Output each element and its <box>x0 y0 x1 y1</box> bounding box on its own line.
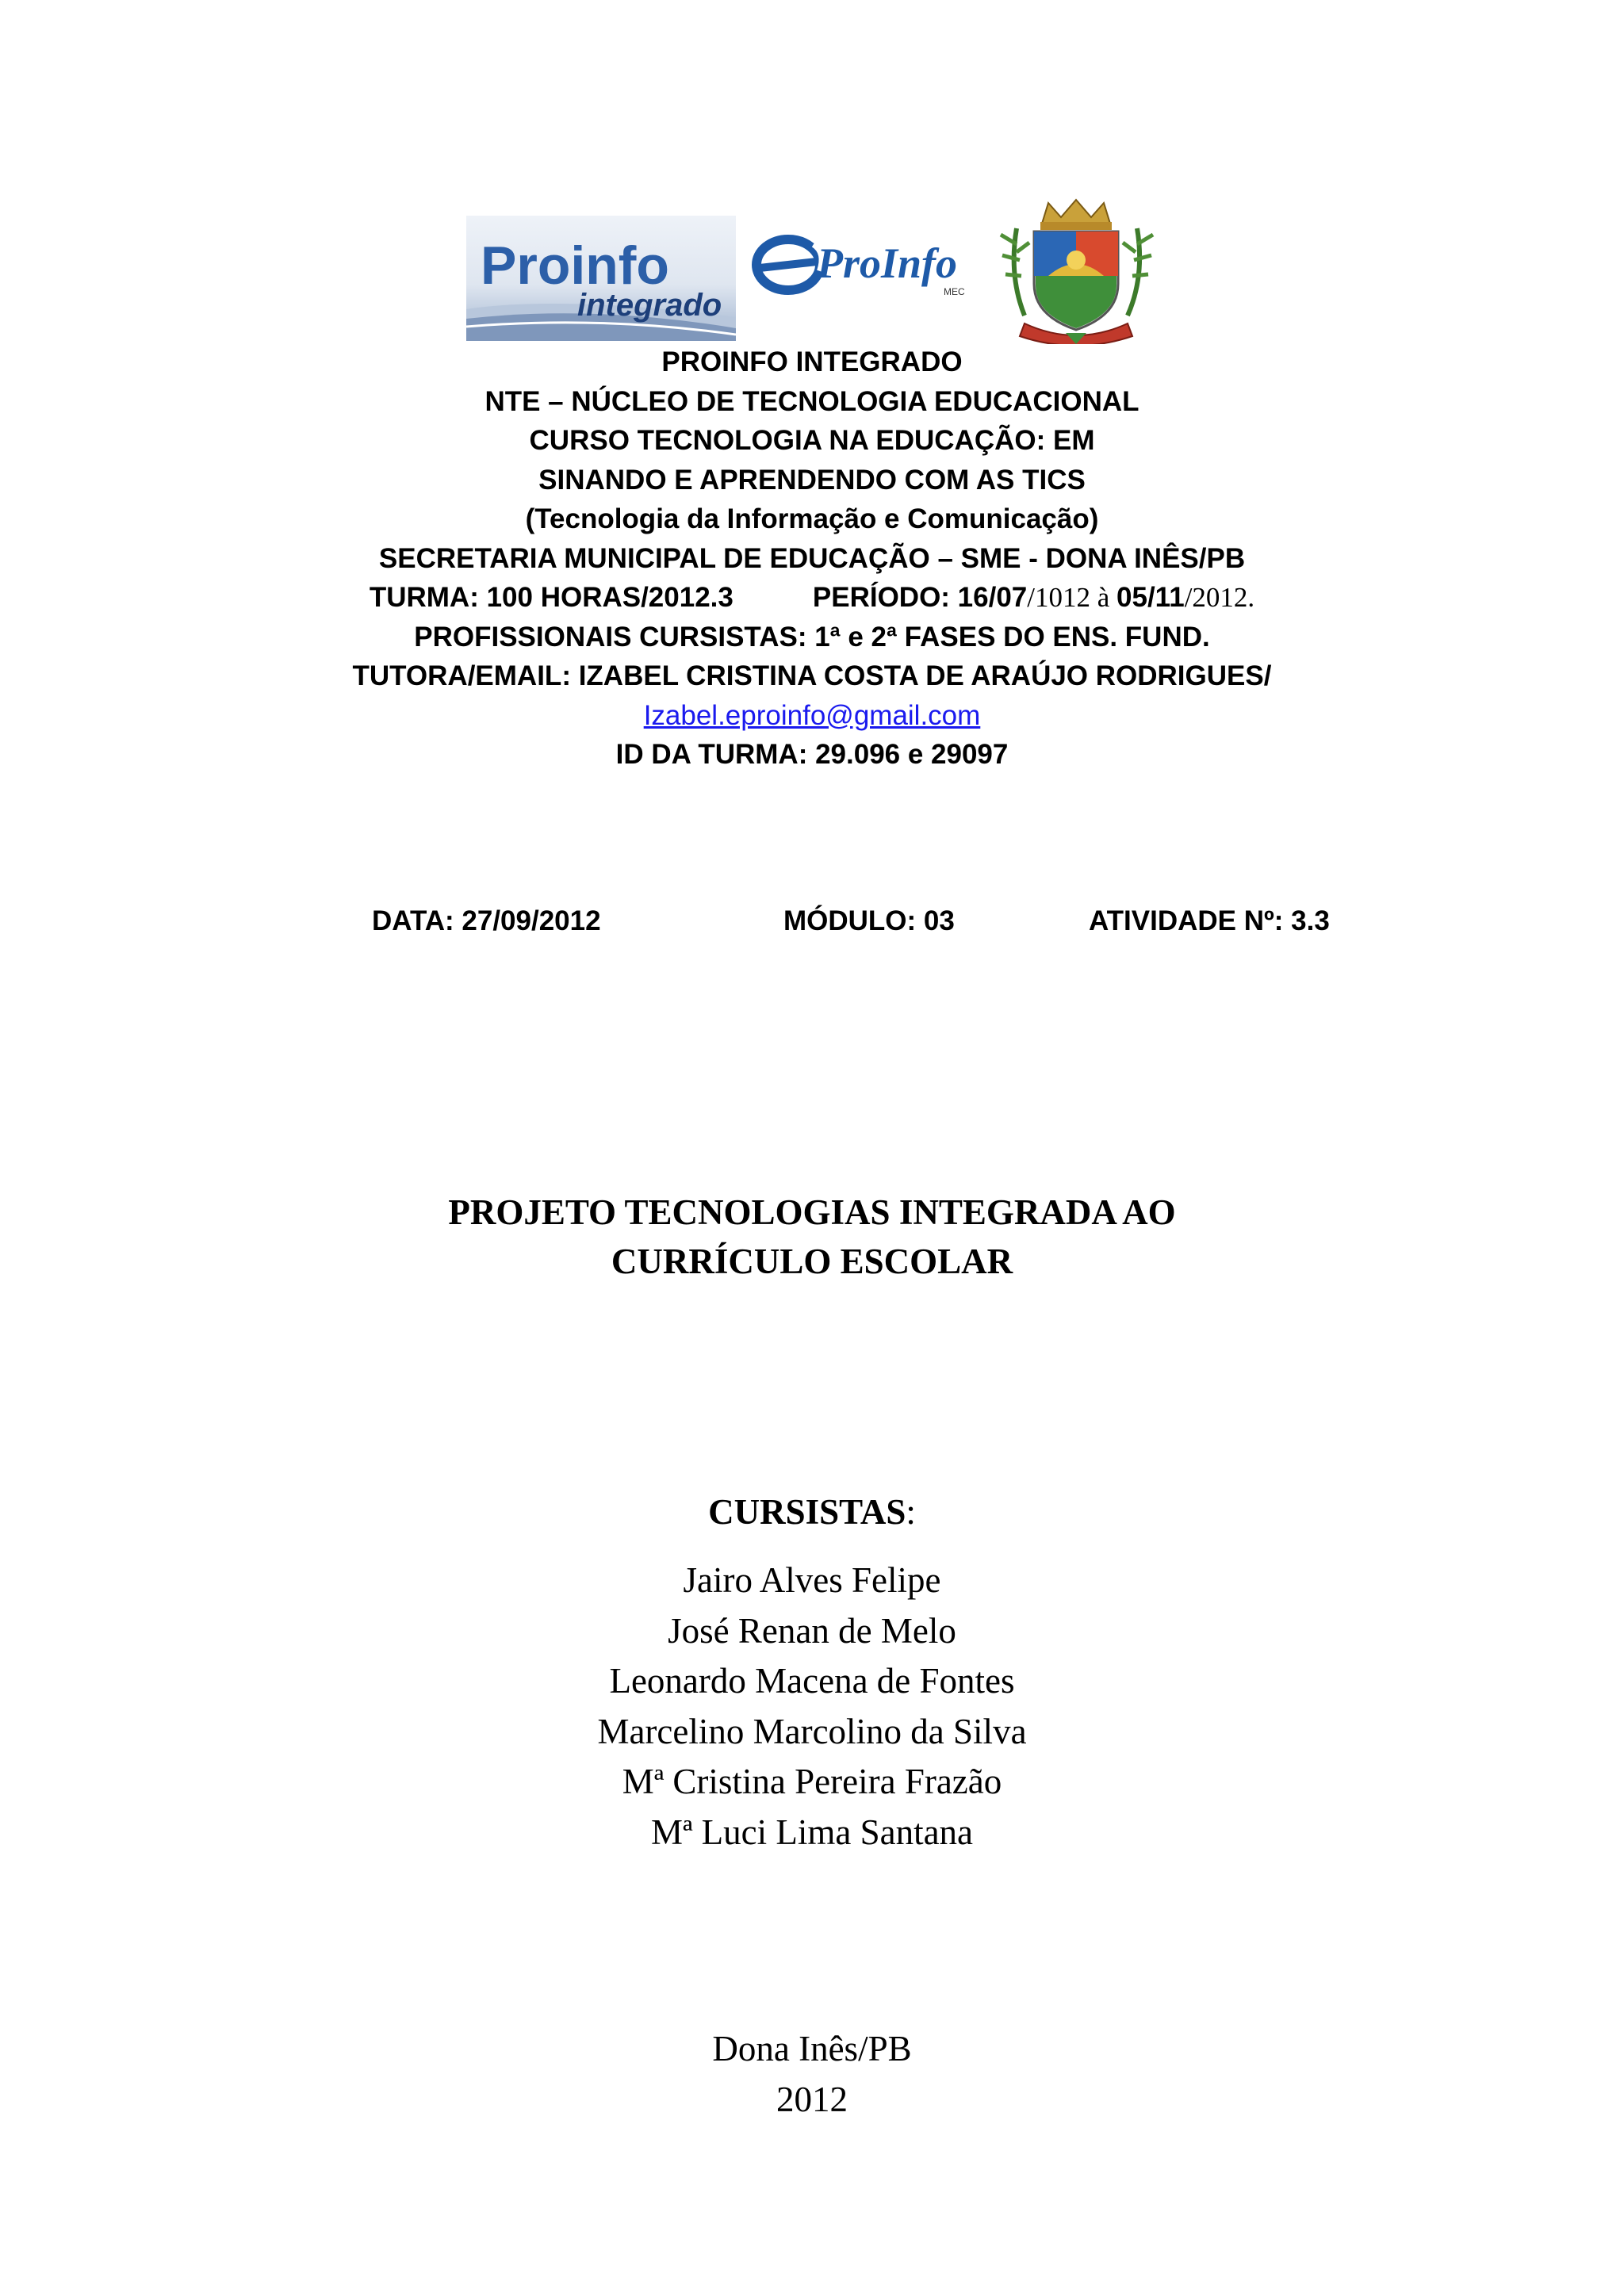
footer-year: 2012 <box>776 2080 848 2119</box>
turma-text: TURMA: 100 HORAS/2012.3 <box>369 582 733 613</box>
student-name: Mª Luci Lima Santana <box>650 1812 974 1852</box>
proinfo-integrado-logo <box>466 216 736 341</box>
program-title: PROINFO INTEGRADO <box>661 346 963 377</box>
periodo-end-date: 05/11 <box>1116 582 1185 613</box>
eproinfo-logo-word: ProInfo <box>817 239 958 287</box>
student-name: Mª Cristina Pereira Frazão <box>622 1762 1002 1801</box>
tutora-line: TUTORA/EMAIL: IZABEL CRISTINA COSTA DE ARAÚJO RODRIGUES/ <box>352 660 1272 691</box>
periodo-start-rest: /1012 à <box>1027 582 1117 613</box>
periodo-label: PERÍODO: 16/07 <box>812 582 1028 613</box>
course-subtitle: (Tecnologia da Informação e Comunicação) <box>525 503 1099 534</box>
periodo-end-year: /2012. <box>1184 582 1255 613</box>
students-heading-text: CURSISTAS <box>708 1492 906 1532</box>
integrado-logo-word: integrado <box>577 288 722 323</box>
secretaria-line: SECRETARIA MUNICIPAL DE EDUCAÇÃO – SME - DONA INÊS/PB <box>378 542 1246 574</box>
module-label: MÓDULO: 03 <box>783 905 955 936</box>
student-name: José Renan de Melo <box>668 1610 956 1651</box>
student-name: Marcelino Marcolino da Silva <box>597 1711 1027 1751</box>
proinfo-logo-word: Proinfo <box>481 235 669 296</box>
municipal-crest-icon <box>993 197 1159 344</box>
date-label: DATA: 27/09/2012 <box>372 905 601 936</box>
student-name: Leonardo Macena de Fontes <box>609 1661 1015 1701</box>
nte-title: NTE – NÚCLEO DE TECNOLOGIA EDUCACIONAL <box>485 385 1139 417</box>
project-title <box>0 1188 1624 1286</box>
email-line <box>0 696 1624 736</box>
course-title-line1: CURSO TECNOLOGIA NA EDUCAÇÃO: EM <box>529 425 1095 456</box>
tutora-email-link[interactable]: Izabel.eproinfo@gmail.com <box>643 699 981 731</box>
mec-logo-label: MEC <box>944 286 965 297</box>
header-block <box>0 342 1624 775</box>
eproinfo-logo <box>750 220 988 308</box>
id-turma-line: ID DA TURMA: 29.096 e 29097 <box>615 739 1009 770</box>
students-heading-colon: : <box>906 1492 916 1532</box>
turma-periodo-line <box>0 578 1624 618</box>
footer-place: Dona Inês/PB <box>712 2029 912 2068</box>
footer-block <box>0 2023 1624 2125</box>
course-title-line2: SINANDO E APRENDENDO COM AS TICS <box>538 464 1086 496</box>
profissionais-line: PROFISSIONAIS CURSISTAS: 1ª e 2ª FASES DO ENS. FUND. <box>414 621 1210 652</box>
project-title-line1: PROJETO TECNOLOGIAS INTEGRADA AO <box>448 1192 1176 1232</box>
project-title-line2: CURRÍCULO ESCOLAR <box>611 1242 1013 1281</box>
student-name: Jairo Alves Felipe <box>683 1560 941 1600</box>
students-section <box>0 1487 1624 1858</box>
students-heading <box>0 1487 1624 1536</box>
activity-label: ATIVIDADE Nº: 3.3 <box>1089 905 1330 936</box>
